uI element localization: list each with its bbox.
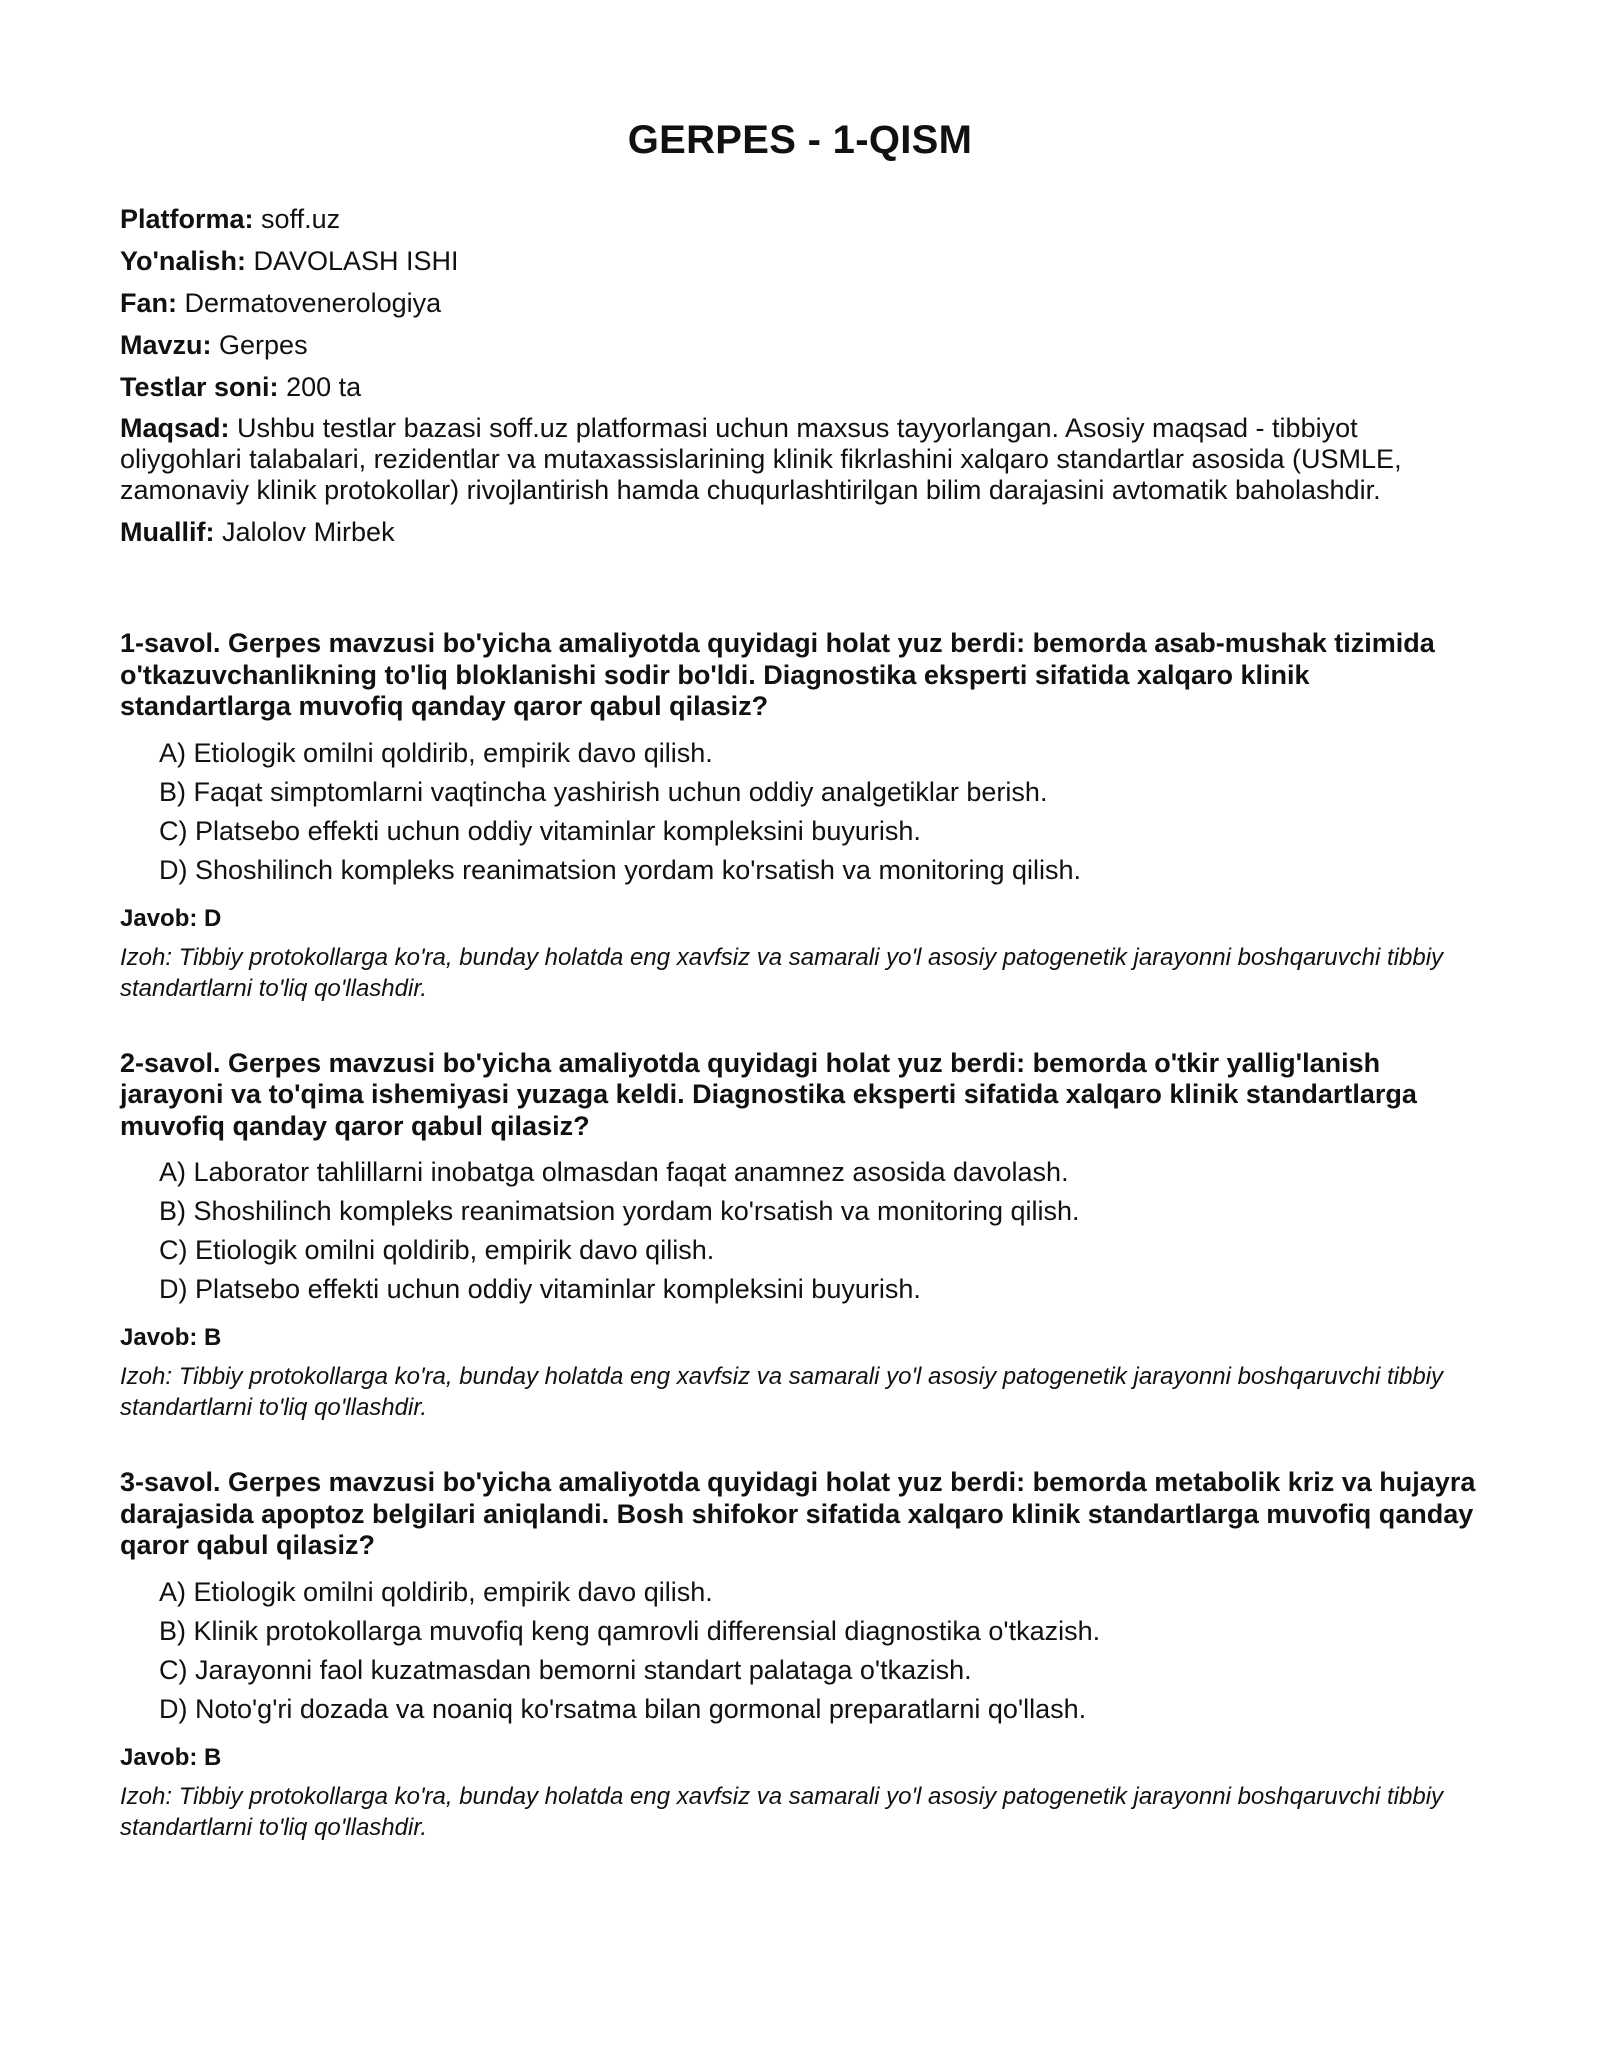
explanation-text: Izoh: Tibbiy protokollarga ko'ra, bunday holatda eng xavfsiz va samarali yo'l asosiy patogenetik jarayonni boshqaruvchi tibbiy standartlarni to'liq qo'llashdir. [120, 943, 1444, 1002]
question-item [120, 628, 1480, 1004]
question-list [120, 628, 1480, 1843]
question-item [120, 1048, 1480, 1424]
answer-label: Javob: B [120, 1743, 222, 1771]
option-list [120, 1573, 1480, 1729]
option-d: D) Shoshilinch kompleks reanimatsion yordam ko'rsatish va monitoring qilish. [159, 854, 1082, 885]
meta-topic [120, 329, 1480, 361]
option-b: B) Faqat simptomlarni vaqtincha yashirish uchun oddiy analgetiklar berish. [159, 776, 1048, 807]
meta-value: Gerpes [219, 330, 308, 360]
meta-author [120, 516, 1480, 548]
page-title: GERPES - 1-QISM [627, 118, 973, 162]
explanation-text: Izoh: Tibbiy protokollarga ko'ra, bunday holatda eng xavfsiz va samarali yo'l asosiy patogenetik jarayonni boshqaruvchi tibbiy standartlarni to'liq qo'llashdir. [120, 1782, 1444, 1841]
meta-subject [120, 287, 1480, 319]
option-list [120, 1153, 1480, 1309]
option-c: C) Jarayonni faol kuzatmasdan bemorni standart palataga o'tkazish. [159, 1654, 972, 1685]
meta-value: Jalolov Mirbek [222, 517, 395, 547]
meta-value: Ushbu testlar bazasi soff.uz platformasi uchun maxsus tayyorlangan. Asosiy maqsad - tibbiyot oliygohlari talabalari, rezidentlar va mutaxassislarining klinik fikrlashini xalqaro standartlar asosida (USMLE, zamonaviy klinik protokollar) rivojlantirish hamda chuqurlashtirilgan bilim darajasini avtomatik baholashdir. [120, 413, 1402, 505]
question-text: 2-savol. Gerpes mavzusi bo'yicha amaliyotda quyidagi holat yuz berdi: bemorda o'tkir yallig'lanish jarayoni va to'qima ishemiyasi yuzaga keldi. Diagnostika eksperti sifatida xalqaro klinik standartlarga muvofiq qanday qaror qabul qilasiz? [120, 1047, 1417, 1141]
option-a: A) Etiologik omilni qoldirib, empirik davo qilish. [159, 737, 713, 768]
meta-value: DAVOLASH ISHI [253, 246, 459, 276]
meta-key: Mavzu: [120, 330, 212, 360]
option-list [120, 734, 1480, 890]
meta-key: Fan: [120, 288, 177, 318]
meta-test-count [120, 371, 1480, 403]
meta-value: Dermatovenerologiya [184, 288, 442, 318]
meta-key: Maqsad: [120, 413, 230, 443]
meta-key: Muallif: [120, 517, 215, 547]
meta-platform [120, 203, 1480, 235]
option-b: B) Shoshilinch kompleks reanimatsion yordam ko'rsatish va monitoring qilish. [159, 1196, 1080, 1226]
option-a: A) Laborator tahlillarni inobatga olmasdan faqat anamnez asosida davolash. [159, 1157, 1069, 1187]
answer-label: Javob: B [120, 1324, 222, 1351]
explanation-text: Izoh: Tibbiy protokollarga ko'ra, bunday holatda eng xavfsiz va samarali yo'l asosiy patogenetik jarayonni boshqaruvchi tibbiy standartlarni to'liq qo'llashdir. [120, 1363, 1444, 1421]
option-b: B) Klinik protokollarga muvofiq keng qamrovli differensial diagnostika o'tkazish. [159, 1615, 1101, 1646]
meta-value: soff.uz [261, 204, 341, 234]
option-c: C) Etiologik omilni qoldirib, empirik davo qilish. [159, 1235, 715, 1265]
answer-label: Javob: D [120, 904, 222, 932]
meta-key: Platforma: [120, 204, 254, 234]
option-d: D) Platsebo effekti uchun oddiy vitaminlar kompleksini buyurish. [159, 1274, 921, 1304]
meta-key: Testlar soni: [120, 372, 279, 402]
question-text: 3-savol. Gerpes mavzusi bo'yicha amaliyotda quyidagi holat yuz berdi: bemorda metabolik kriz va hujayra darajasida apoptoz belgilari aniqlandi. Bosh shifokor sifatida xalqaro klinik standartlarga muvofiq qanday qaror qabul qilasiz? [120, 1467, 1476, 1560]
option-d: D) Noto'g'ri dozada va noaniq ko'rsatma bilan gormonal preparatlarni qo'llash. [159, 1693, 1087, 1724]
document-page [120, 118, 1480, 1887]
metadata-block [120, 203, 1480, 548]
meta-direction [120, 245, 1480, 277]
question-item [120, 1467, 1480, 1843]
meta-key: Yo'nalish: [120, 246, 246, 276]
meta-value: 200 ta [286, 372, 362, 402]
option-c: C) Platsebo effekti uchun oddiy vitaminlar kompleksini buyurish. [159, 815, 921, 846]
question-text: 1-savol. Gerpes mavzusi bo'yicha amaliyotda quyidagi holat yuz berdi: bemorda asab-mushak tizimida o'tkazuvchanlikning to'liq bloklanishi sodir bo'ldi. Diagnostika eksperti sifatida xalqaro klinik standartlarga muvofiq qanday qaror qabul qilasiz? [120, 628, 1435, 721]
option-a: A) Etiologik omilni qoldirib, empirik davo qilish. [159, 1576, 713, 1607]
meta-purpose [120, 413, 1480, 506]
